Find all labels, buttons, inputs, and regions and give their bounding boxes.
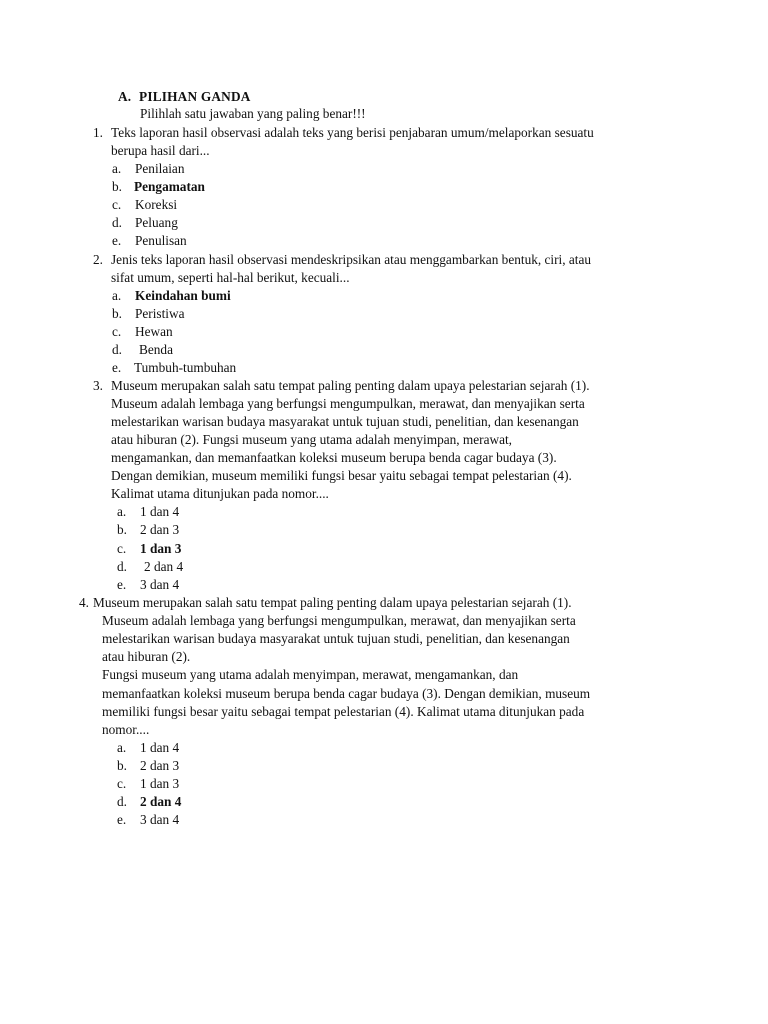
question-text-line: Kalimat utama ditunjukan pada nomor....	[111, 486, 329, 501]
option-text: Penulisan	[135, 233, 187, 248]
question-text-line: memiliki fungsi besar yaitu sebagai tempat pelestarian (4). Kalimat utama ditunjukan pada	[102, 704, 585, 719]
question-number: 4.	[79, 595, 89, 610]
option-letter: e.	[112, 233, 122, 248]
option-letter: c.	[112, 197, 122, 212]
option-letter: c.	[112, 324, 122, 339]
option-letter: b.	[112, 179, 122, 194]
question-text-line: Teks laporan hasil observasi adalah teks yang berisi penjabaran umum/melaporkan sesuatu	[111, 125, 594, 140]
question-text-line: memanfaatkan koleksi museum berupa benda cagar budaya (3). Dengan demikian, museum	[102, 686, 591, 701]
instruction-text: Pilihlah satu jawaban yang paling benar!!!	[140, 106, 366, 121]
question-text-line: Fungsi museum yang utama adalah menyimpan, merawat, mengamankan, dan	[102, 667, 519, 682]
option-text: 2 dan 3	[140, 758, 180, 773]
option-letter: a.	[117, 740, 127, 755]
option-text: Peluang	[135, 215, 178, 230]
option-letter: e.	[112, 360, 122, 375]
question-text-line: atau hiburan (2). Fungsi museum yang utama adalah menyimpan, merawat,	[111, 432, 513, 447]
option-letter: e.	[117, 577, 127, 592]
option-text: Peristiwa	[135, 306, 185, 321]
answer-option-text: Pengamatan	[134, 179, 205, 194]
question-text-line: melestarikan warisan budaya masyarakat untuk tujuan studi, penelitian, dan kesenangan	[111, 414, 579, 429]
option-text: 3 dan 4	[140, 812, 180, 827]
option-text: 1 dan 4	[140, 504, 180, 519]
question-text-line: Dengan demikian, museum memiliki fungsi besar yaitu sebagai tempat pelestarian (4).	[111, 468, 572, 483]
option-text: Hewan	[135, 324, 173, 339]
option-text: 2 dan 4	[144, 559, 184, 574]
question-text-line: melestarikan warisan budaya masyarakat untuk tujuan studi, penelitian, dan kesenangan	[102, 631, 570, 646]
question-number: 3.	[93, 378, 103, 393]
question-text-line: Jenis teks laporan hasil observasi mendeskripsikan atau menggambarkan bentuk, ciri, atau	[111, 252, 592, 267]
option-letter: c.	[117, 541, 127, 556]
option-letter: d.	[112, 215, 122, 230]
option-letter: a.	[112, 288, 122, 303]
question-text-line: mengamankan, dan memanfaatkan koleksi museum berupa benda cagar budaya (3).	[111, 450, 557, 465]
option-letter: d.	[112, 342, 122, 357]
option-text: Koreksi	[135, 197, 178, 212]
option-letter: e.	[117, 812, 127, 827]
option-letter: b.	[117, 522, 127, 537]
question-text-line: Museum adalah lembaga yang berfungsi mengumpulkan, merawat, dan menyajikan serta	[111, 396, 585, 411]
option-text: 3 dan 4	[140, 577, 180, 592]
option-letter: c.	[117, 776, 127, 791]
option-text: 1 dan 4	[140, 740, 180, 755]
option-text: 2 dan 3	[140, 522, 180, 537]
answer-option-text: Keindahan bumi	[135, 288, 231, 303]
option-letter: b.	[112, 306, 122, 321]
question-number: 2.	[93, 252, 103, 267]
option-text: Tumbuh-tumbuhan	[134, 360, 237, 375]
option-letter: b.	[117, 758, 127, 773]
question-text-line: atau hiburan (2).	[102, 649, 191, 664]
question-text-line: Museum adalah lembaga yang berfungsi mengumpulkan, merawat, dan menyajikan serta	[102, 613, 576, 628]
section-title: PILIHAN GANDA	[139, 89, 251, 104]
question-text-line: Museum merupakan salah satu tempat paling penting dalam upaya pelestarian sejarah (1).	[93, 595, 572, 610]
option-letter: a.	[117, 504, 127, 519]
question-text-line: Museum merupakan salah satu tempat paling penting dalam upaya pelestarian sejarah (1).	[111, 378, 590, 393]
question-text-line: berupa hasil dari...	[111, 143, 210, 158]
option-text: Benda	[139, 342, 173, 357]
answer-option-text: 2 dan 4	[140, 794, 182, 809]
section-letter: A.	[118, 89, 132, 104]
option-letter: d.	[117, 559, 127, 574]
option-text: 1 dan 3	[140, 776, 180, 791]
question-text-line: sifat umum, seperti hal-hal berikut, kecuali...	[111, 270, 350, 285]
option-letter: a.	[112, 161, 122, 176]
option-letter: d.	[117, 794, 127, 809]
option-text: Penilaian	[135, 161, 185, 176]
answer-option-text: 1 dan 3	[140, 541, 182, 556]
question-text-line: nomor....	[102, 722, 150, 737]
question-number: 1.	[93, 125, 103, 140]
